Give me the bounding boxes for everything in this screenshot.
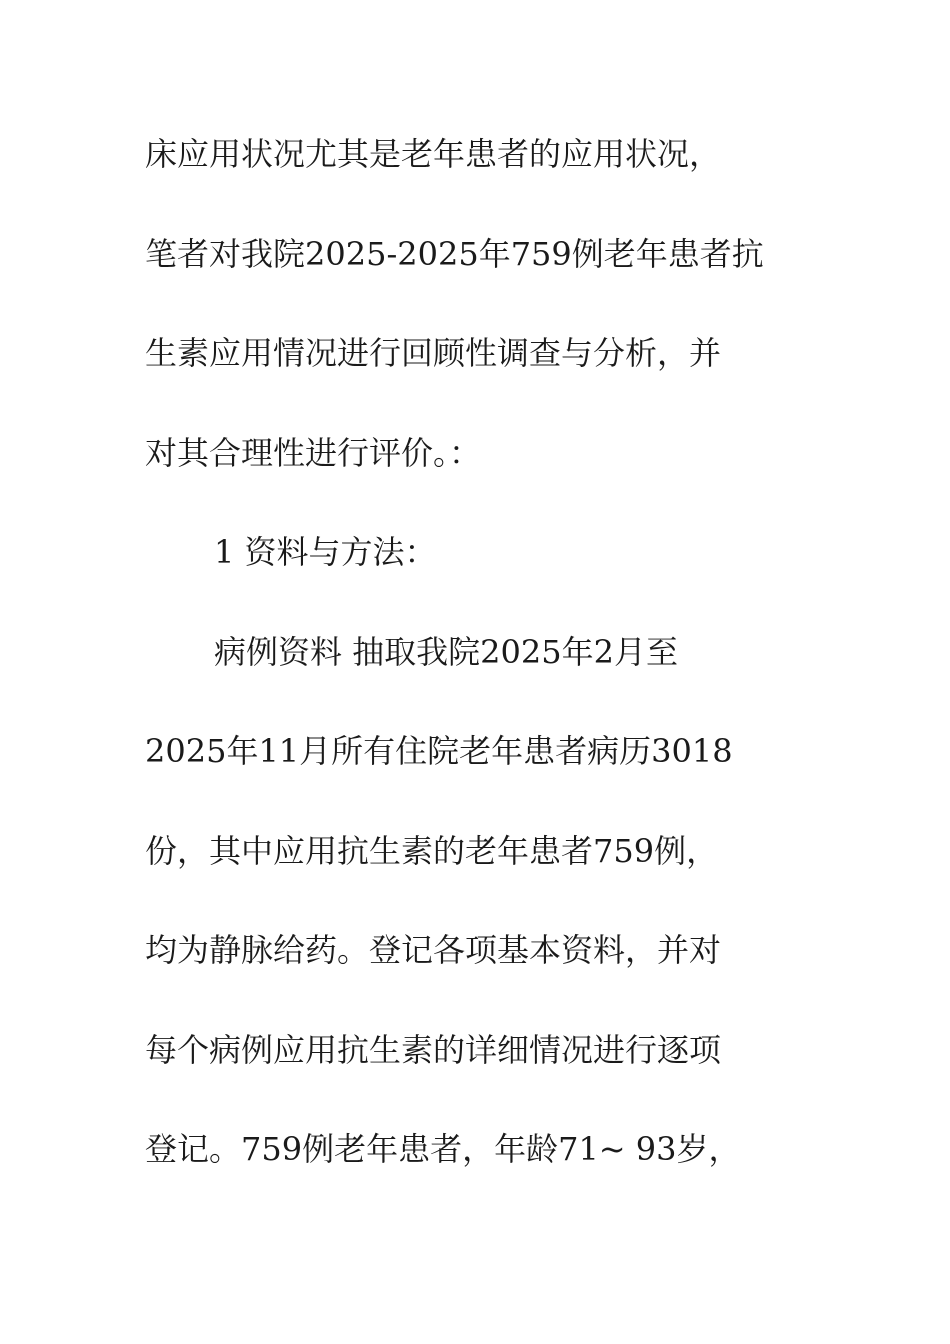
text-line: 均为静脉给药。登记各项基本资料，并对 [145, 931, 722, 969]
text-line: 2025年11月所有住院老年患者病历3018 [145, 732, 733, 770]
section-heading: 1 资料与方法： [214, 533, 437, 571]
text-line: 对其合理性进行评价。： [145, 434, 482, 472]
text-line: 每个病例应用抗生素的详细情况进行逐项 [145, 1031, 722, 1069]
text-line: 生素应用情况进行回顾性调查与分析，并 [145, 334, 722, 372]
text-line: 登记。759例老年患者，年龄71~ 93岁， [145, 1130, 741, 1168]
paragraph-start: 病例资料 抽取我院2025年2月至 [214, 633, 678, 671]
text-line: 笔者对我院2025-2025年759例老年患者抗 [145, 235, 764, 273]
text-line: 份，其中应用抗生素的老年患者759例， [145, 832, 719, 870]
text-line: 床应用状况尤其是老年患者的应用状况， [145, 135, 722, 173]
